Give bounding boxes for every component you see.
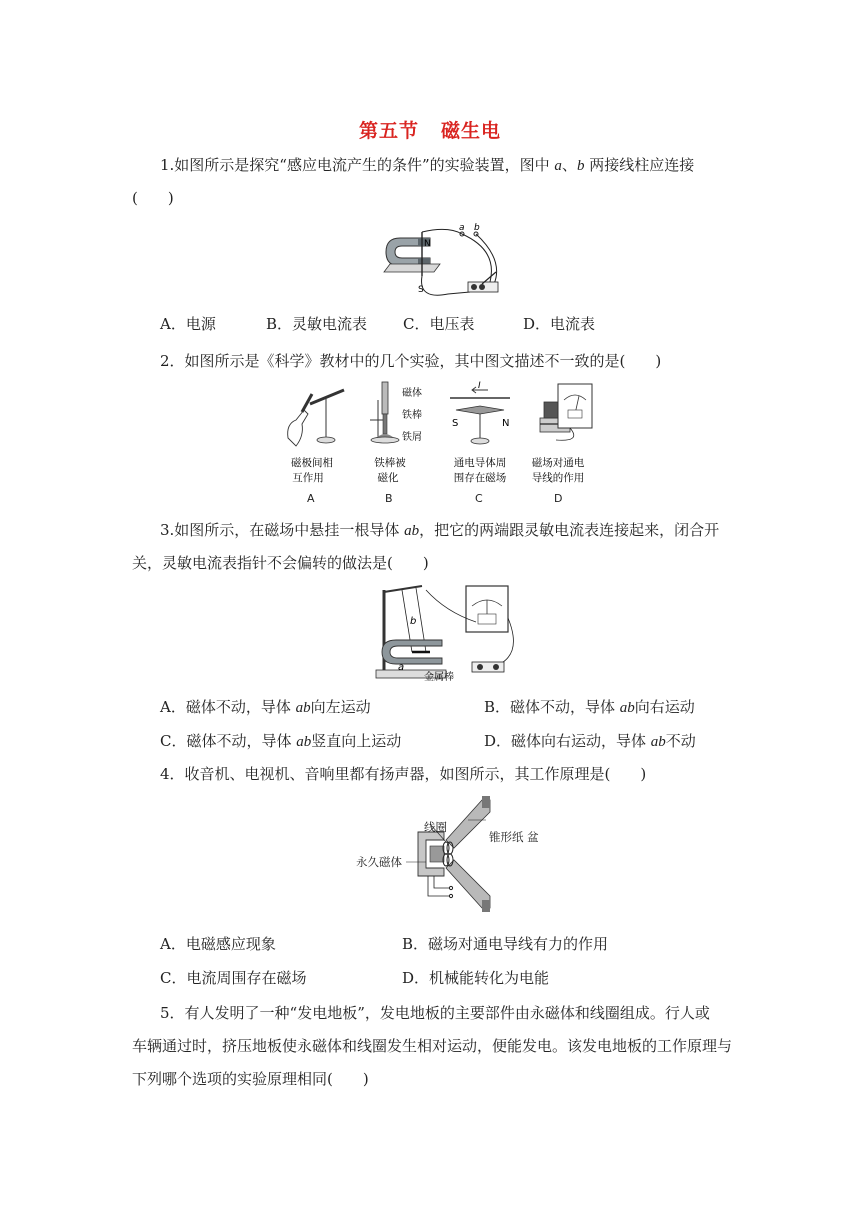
q1-stem-line2: ( ) (132, 189, 174, 207)
q2-caption-d-line2: 导线的作用 (531, 472, 585, 484)
svg-text:b: b (410, 616, 417, 627)
q2-caption-b-line2: 磁化 (377, 472, 399, 484)
q2-caption-c-line2: 围存在磁场 (453, 472, 507, 484)
q2-figure-b (370, 382, 422, 443)
q3-option-b[interactable]: B．磁体不动，导体 ab向右运动 (484, 698, 695, 716)
q1-option-c[interactable]: C．电压表 (403, 315, 475, 333)
q3-option-c[interactable]: C．磁体不动，导体 ab竖直向上运动 (160, 732, 402, 750)
svg-text:I: I (478, 381, 481, 391)
q2-figure-c (450, 381, 510, 444)
svg-text:铁棒: 铁棒 (402, 410, 422, 421)
q4-option-d[interactable]: D．机械能转化为电能 (402, 969, 550, 987)
q2-letter-b: B (385, 492, 393, 505)
q2-figure (282, 380, 602, 490)
q3-label-rod: 金属棒 (424, 672, 454, 683)
q2-letter-c: C (475, 492, 483, 505)
q2-caption-b-line1: 铁棒被 (374, 457, 406, 469)
q5-stem-line1: 5．有人发明了一种“发电地板”，发电地板的主要部件由永磁体和线圈组成。行人或 (160, 1004, 710, 1022)
q2-figure-d (540, 384, 592, 440)
q1-option-b[interactable]: B．灵敏电流表 (266, 315, 368, 333)
q4-stem: 4．收音机、电视机、音响里都有扬声器，如图所示，其工作原理是( ) (160, 765, 647, 783)
q1-label-N: N (424, 239, 431, 249)
q2-figure-a (288, 390, 344, 446)
title-number: 第五节 (358, 120, 419, 142)
svg-text:a: a (398, 662, 405, 673)
q2-iron-rod-icon (383, 414, 387, 434)
q3-option-a[interactable]: A．磁体不动，导体 ab向左运动 (160, 698, 371, 716)
q2-letter-d: D (554, 492, 563, 505)
q2-letter-a: A (307, 492, 315, 505)
q1-label-b: b (474, 223, 480, 233)
svg-text:S: S (452, 418, 459, 429)
q2-compass-icon (456, 406, 504, 414)
q2-magnet-bar-icon (382, 382, 388, 414)
q1-figure (378, 220, 508, 302)
q2-caption-d-line1: 磁场对通电 (531, 457, 585, 469)
title-topic: 磁生电 (441, 120, 502, 142)
q2-caption-c-line1: 通电导体周 (453, 457, 507, 469)
q2-hand-icon (288, 410, 308, 446)
q5-stem-line3: 下列哪个选项的实验原理相同( ) (132, 1070, 369, 1088)
q4-label-magnet: 永久磁体 (356, 855, 402, 869)
q1-option-d[interactable]: D．电流表 (523, 315, 596, 333)
q2-compass-needle-icon (310, 390, 344, 404)
svg-text:磁体: 磁体 (402, 388, 422, 399)
q5-stem-line2: 车辆通过时，挤压地板使永磁体和线圈发生相对运动，便能发电。该发电地板的工作原理与 (132, 1037, 733, 1055)
section-title (0, 116, 860, 143)
q2-caption-a-line1: 磁极间相 (291, 457, 333, 469)
q1-label-S: S (418, 285, 424, 295)
q3-option-d[interactable]: D．磁体向右运动，导体 ab不动 (484, 732, 696, 750)
q4-label-coil: 线圈 (424, 820, 447, 834)
q2-caption-a-line2: 互作用 (292, 472, 324, 484)
svg-text:铁屑: 铁屑 (402, 432, 422, 443)
q4-label-cone: 锥形纸 盆 (489, 830, 539, 844)
q3-stem-line1: 3.如图所示，在磁场中悬挂一根导体 ab，把它的两端跟灵敏电流表连接起来，闭合开 (160, 521, 720, 539)
q1-stem-line1: 1.如图所示是探究“感应电流产生的条件”的实验装置，图中 a、b 两接线柱应连接 (160, 156, 695, 174)
q1-option-a[interactable]: A．电源 (160, 315, 216, 333)
q3-stem-line2: 关，灵敏电流表指针不会偏转的做法是( ) (132, 554, 429, 572)
q4-option-c[interactable]: C．电流周围存在磁场 (160, 969, 307, 987)
q3-figure (372, 582, 522, 686)
q1-label-a: a (459, 223, 465, 233)
q4-option-a[interactable]: A．电磁感应现象 (160, 935, 276, 953)
q2-stem: 2．如图所示是《科学》教材中的几个实验，其中图文描述不一致的是( ) (160, 352, 662, 370)
q2-meter-icon (558, 384, 592, 428)
q4-option-b[interactable]: B．磁场对通电导线有力的作用 (402, 935, 609, 953)
svg-text:N: N (502, 418, 510, 429)
q3-switch-icon (472, 662, 504, 672)
